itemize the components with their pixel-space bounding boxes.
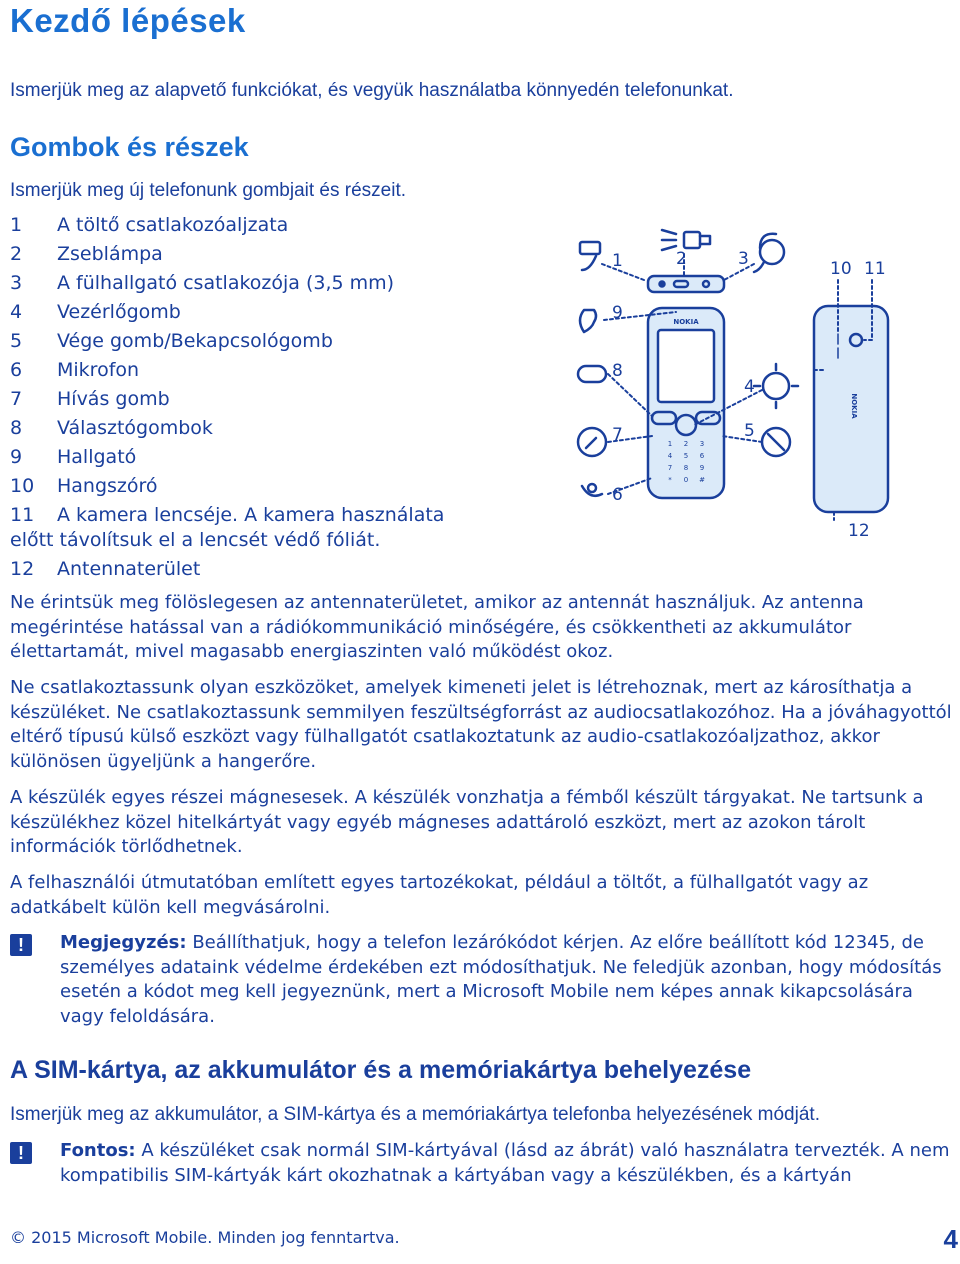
callout-7: 7 [612,425,623,445]
phone-diagram [566,220,896,550]
warning-icon: ! [10,934,32,956]
list-item: 6 Mikrofon [10,359,140,381]
page-title: Kezdő lépések [10,2,246,39]
note-label: Megjegyzés: [60,932,187,953]
callout-5: 5 [744,421,755,441]
end-call-icon [762,428,790,456]
section-desc-buttons: Ismerjük meg új telefonunk gombjait és részeit. [10,180,407,201]
key-3: 3 [699,440,705,448]
phone-brand: NOKIA [673,318,699,326]
callout-9: 9 [612,303,623,323]
paragraph-magnetic: A készülék egyes részei mágnesesek. A készülék vonzhatja a fémből készült tárgyakat. Ne tartsunk a készülékhez közel hitelkártyát vagy egyéb mágneses adattároló eszközt, mert az azokon tárolt információk törlődhetnek. [10,787,924,857]
callout-6: 6 [612,485,623,505]
paragraph-devices: Ne csatlakoztassunk olyan eszközöket, amelyek kimeneti jelet is létrehoznak, mert az károsíthatja a készüléket. Ne csatlakoztassunk semmilyen feszültségforrást az audiocsatlakozóhoz. Ha a jóváhagyottól eltérő típusú külső eszközt vagy fülhallgatót csatlakoztatunk az audio-csatlakozóaljzathoz, akkor különösen ügyeljünk a hangerőre. [10,677,952,772]
list-item: 12 Antennaterület [10,558,201,580]
phone-back-brand: NOKIA [850,393,858,419]
call-icon [578,428,606,456]
key-8: 8 [683,464,689,472]
selection-key-icon [578,366,606,382]
section-heading-sim: A SIM-kártya, az akkumulátor és a memóriakártya behelyezése [10,1056,752,1084]
important-body: A készüléket csak normál SIM-kártyával (lásd az ábrát) való használatra tervezték. A nem kompatibilis SIM-kártyák kárt okozhatnak a kártyában vagy a készülékben, és a kártyán [60,1140,950,1186]
note-text [60,931,960,1029]
intro-text: Ismerjük meg az alapvető funkciókat, és vegyük használatba könnyedén telefonunkat. [10,80,734,101]
key-7: 7 [667,464,673,472]
handset-icon [580,310,596,332]
key-2: 2 [683,440,689,448]
callout-10: 10 [830,259,852,279]
navigation-key-icon [754,364,798,408]
charger-icon [580,242,600,270]
list-item: 3 A fülhallgató csatlakozója (3,5 mm) [10,272,395,294]
headset-icon [754,234,784,272]
paragraph-antenna: Ne érintsük meg fölöslegesen az antennaterületet, amikor az antennát használjuk. Az antenna megérintése hatással van a rádiókommunikáció minőségére, és csökkentheti az akkumulátor élettartamát, mivel magasabb energiaszinten való működést okoz. [10,592,864,662]
list-item: 10 Hangszóró [10,475,158,497]
list-item: 11 A kamera lencséje. A kamera használata előtt távolítsuk el a lencsét védő fóliát. [10,504,445,551]
list-item: 1 A töltő csatlakozóaljzata [10,214,289,236]
important-text [60,1139,960,1188]
parts-list [10,211,450,584]
callout-8: 8 [612,361,623,381]
paragraph-accessories: A felhasználói útmutatóban említett egyes tartozékokat, például a töltőt, a fülhallgatót vagy az adatkábelt külön kell megvásárolni. [10,872,869,918]
callout-11: 11 [864,259,886,279]
section-desc-sim: Ismerjük meg az akkumulátor, a SIM-kártya és a memóriakártya telefonba helyezésének módját. [10,1104,820,1125]
list-item: 8 Választógombok [10,417,213,439]
list-item: 7 Hívás gomb [10,388,170,410]
important-label: Fontos: [60,1140,136,1161]
key-4: 4 [667,452,673,460]
key-hash: # [699,476,705,484]
list-item: 9 Hallgató [10,446,137,468]
key-5: 5 [683,452,689,460]
callout-4: 4 [744,377,755,397]
key-star: * [668,476,672,484]
key-1: 1 [667,440,673,448]
warning-icon: ! [10,1142,32,1164]
callout-2: 2 [676,249,687,269]
callout-1: 1 [612,251,623,271]
page-number: 4 [943,1224,958,1254]
list-item: 4 Vezérlőgomb [10,301,181,323]
phone-top-edge [648,276,724,292]
microphone-icon [582,484,602,496]
footer-copyright: © 2015 Microsoft Mobile. Minden jog fenntartva. [10,1228,400,1247]
callout-3: 3 [738,249,749,269]
note-body: Beállíthatjuk, hogy a telefon lezárókódot kérjen. Az előre beállított kód 12345, de személyes adataink védelme érdekében ezt módosíthatjuk. Ne feledjük azonban, hogy módosítás esetén a kódot meg kell jegyeznünk, mert a Microsoft Mobile nem képes annak kikapcsolására vagy feloldására. [60,932,942,1027]
list-item: 2 Zseblámpa [10,243,163,265]
flashlight-icon [662,230,710,250]
list-item: 5 Vége gomb/Bekapcsológomb [10,330,333,352]
callout-12: 12 [848,521,870,541]
key-0: 0 [683,476,689,484]
key-6: 6 [699,452,705,460]
key-9: 9 [699,464,705,472]
section-heading-buttons: Gombok és részek [10,132,249,162]
